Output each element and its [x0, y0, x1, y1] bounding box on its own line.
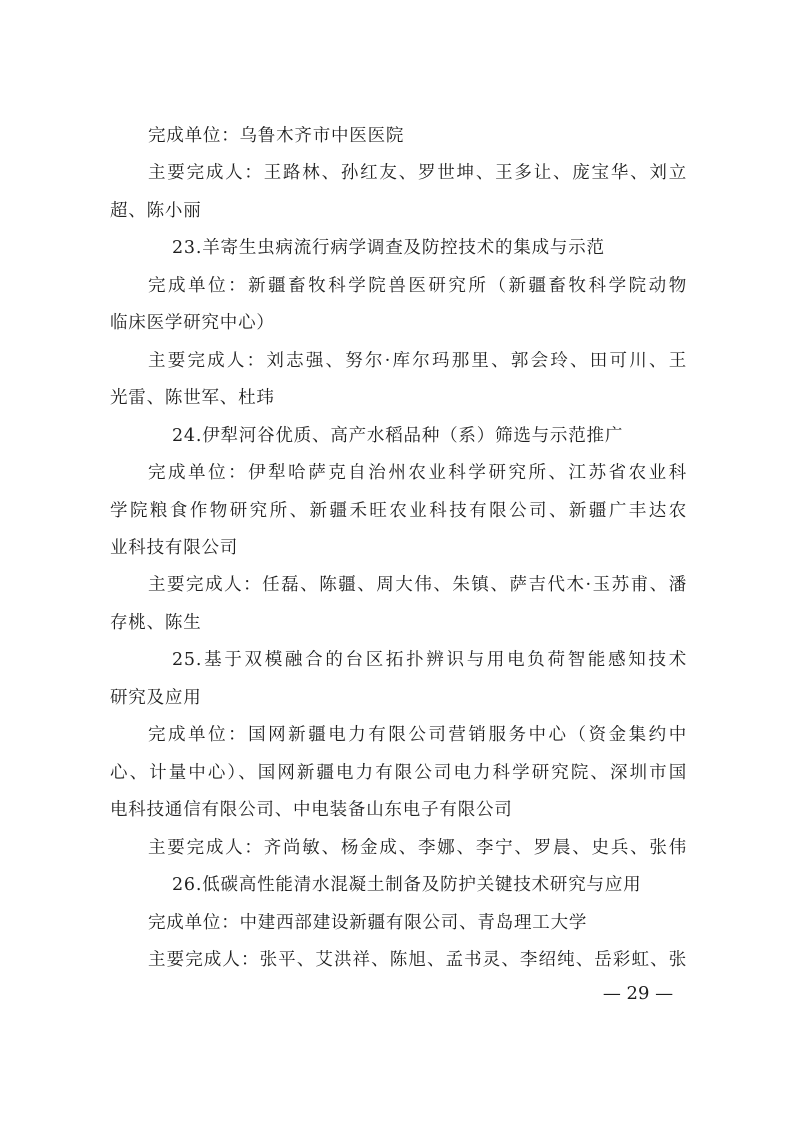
text-line: 主要完成人：张平、艾洪祥、陈旭、孟书灵、李绍纯、岳彩虹、张: [148, 949, 687, 970]
completing-unit-paragraph: [110, 118, 687, 155]
main-contributors-paragraph: [110, 942, 687, 979]
text-line: 23.羊寄生虫病流行病学调查及防控技术的集成与示范: [172, 238, 605, 259]
main-contributors-paragraph: [110, 155, 687, 230]
text-line: 电科技通信有限公司、中电装备山东电子有限公司: [110, 800, 513, 821]
main-contributors-paragraph: [110, 830, 687, 867]
text-line: 完成单位：国网新疆电力有限公司营销服务中心（资金集约中: [148, 725, 687, 746]
text-line: 主要完成人：王路林、孙红友、罗世坤、王多让、庞宝华、刘立: [148, 163, 687, 184]
text-line: 24.伊犁河谷优质、高产水稻品种（系）筛选与示范推广: [172, 425, 624, 446]
text-line: 超、陈小丽: [110, 200, 202, 221]
completing-unit-paragraph: [110, 455, 687, 567]
page-number: — 29 —: [602, 983, 674, 1004]
text-line: 业科技有限公司: [110, 537, 239, 558]
text-line: 学院粮食作物研究所、新疆禾旺农业科技有限公司、新疆广丰达农: [110, 500, 687, 521]
document-page: [110, 118, 687, 979]
project-title-25: [110, 642, 687, 717]
text-line: 主要完成人：齐尚敏、杨金成、李娜、李宁、罗晨、史兵、张伟: [148, 837, 687, 858]
text-line: 完成单位：中建西部建设新疆有限公司、青岛理工大学: [148, 912, 588, 933]
text-line: 光雷、陈世军、杜玮: [110, 388, 275, 409]
completing-unit-paragraph: [110, 905, 687, 942]
text-line: 完成单位：伊犁哈萨克自治州农业科学研究所、江苏省农业科: [148, 463, 687, 484]
text-line: 存桃、陈生: [110, 612, 202, 633]
text-line: 主要完成人：任磊、陈疆、周大伟、朱镇、萨吉代木·玉苏甫、潘: [148, 575, 687, 596]
project-title-23: [110, 230, 687, 267]
completing-unit-paragraph: [110, 268, 687, 343]
text-line: 主要完成人：刘志强、努尔·库尔玛那里、郭会玲、田可川、王: [148, 350, 687, 371]
text-line: 26.低碳高性能清水混凝土制备及防护关键技术研究与应用: [172, 875, 642, 896]
main-contributors-paragraph: [110, 567, 687, 642]
completing-unit-paragraph: [110, 717, 687, 829]
text-line: 研究及应用: [110, 687, 202, 708]
text-line: 25.基于双模融合的台区拓扑辨识与用电负荷智能感知技术: [172, 650, 687, 671]
text-line: 临床医学研究中心）: [110, 313, 275, 334]
text-line: 完成单位：乌鲁木齐市中医医院: [148, 126, 405, 146]
text-line: 完成单位：新疆畜牧科学院兽医研究所（新疆畜牧科学院动物: [148, 275, 687, 296]
text-line: 心、计量中心）、国网新疆电力有限公司电力科学研究院、深圳市国: [110, 762, 687, 783]
main-contributors-paragraph: [110, 343, 687, 418]
project-title-24: [110, 418, 687, 455]
project-title-26: [110, 867, 687, 904]
